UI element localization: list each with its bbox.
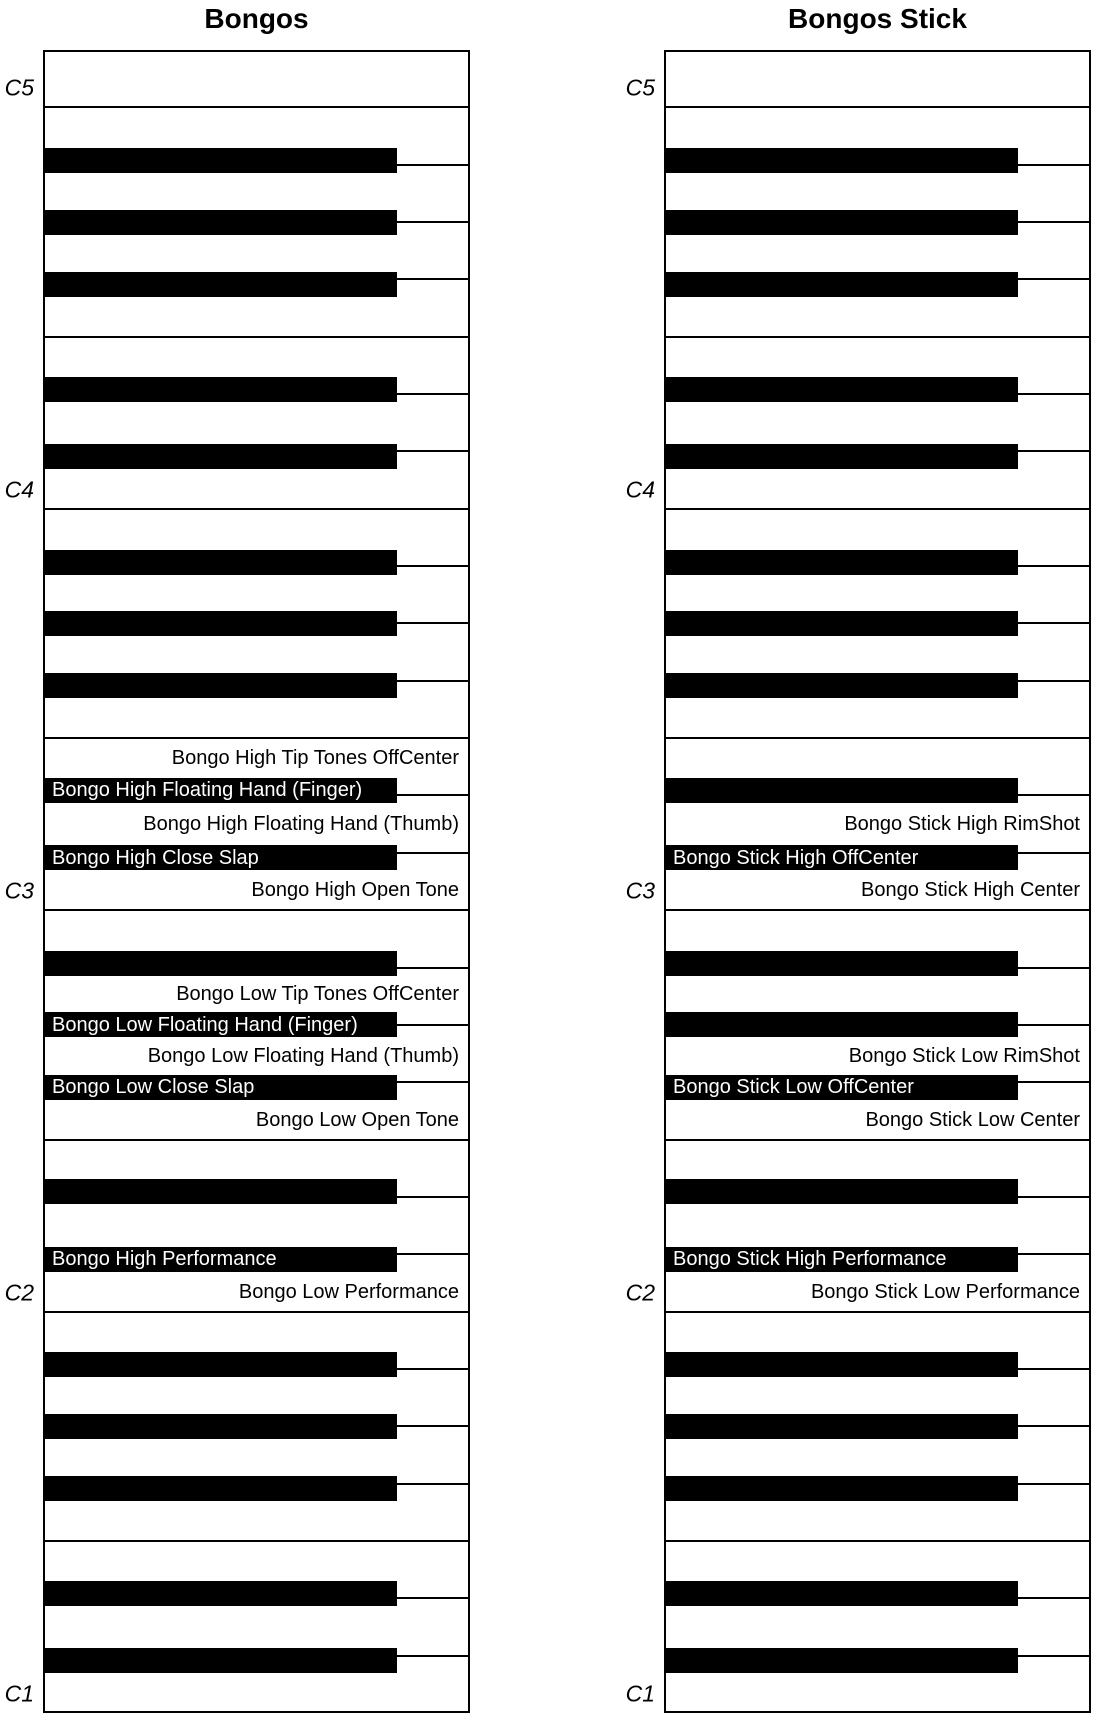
key-label-d3: Bongo Stick High RimShot [844,813,1080,836]
octave-label-bongos-c4: C4 [4,476,34,503]
key-g-sharp-1 [666,1414,1018,1439]
white-key-divider [45,1139,468,1141]
key-f-sharp-3 [45,673,397,698]
octave-label-bongos-c2: C2 [4,1279,34,1306]
white-key-divider [45,1311,468,1313]
key-d-sharp-4 [666,377,1018,402]
key-g-sharp-4 [666,210,1018,235]
octave-label-bongos-stick-c4: C4 [625,476,655,503]
key-label-d3: Bongo High Floating Hand (Thumb) [143,813,459,836]
key-d-sharp-1 [45,1581,397,1606]
keyboard-bongos [43,50,470,1713]
white-key-divider [45,1540,468,1542]
key-label-g-sharp-2: Bongo Low Floating Hand (Finger) [52,1013,358,1036]
white-key-divider [666,1540,1089,1542]
key-f-sharp-2 [666,1075,1018,1100]
keyboard-title-bongos-stick: Bongos Stick [788,3,967,34]
key-label-c-sharp-2: Bongo Stick High Performance [673,1248,947,1271]
white-key-divider [666,106,1089,108]
key-label-a2: Bongo Low Tip Tones OffCenter [176,983,459,1006]
keyboard-title-bongos: Bongos [204,3,309,34]
white-key-divider [666,508,1089,510]
key-label-f-sharp-2: Bongo Stick Low OffCenter [673,1076,914,1099]
key-d-sharp-2 [45,1179,397,1204]
key-label-f2: Bongo Stick Low Center [865,1108,1080,1131]
key-label-d-sharp-3: Bongo High Floating Hand (Finger) [52,779,363,802]
key-a-sharp-4 [45,148,397,173]
key-a-sharp-1 [45,1352,397,1377]
key-label-c3: Bongo Stick High Center [860,879,1080,902]
key-g-sharp-2 [666,1012,1018,1037]
key-label-c-sharp-3: Bongo Stick High OffCenter [673,846,919,869]
key-f-sharp-1 [666,1476,1018,1501]
key-label-f-sharp-2: Bongo Low Close Slap [52,1076,255,1099]
white-key-divider [45,508,468,510]
white-key-divider [666,1139,1089,1141]
key-c-sharp-4 [666,444,1018,469]
octave-label-bongos-c3: C3 [4,877,34,904]
octave-label-bongos-stick-c2: C2 [625,1279,655,1306]
octave-label-bongos-stick-c3: C3 [625,877,655,904]
key-f-sharp-3 [666,673,1018,698]
white-key-divider [666,336,1089,338]
key-f-sharp-4 [45,272,397,297]
key-c-sharp-2 [45,1247,397,1272]
key-c-sharp-3 [666,845,1018,870]
key-f-sharp-4 [666,272,1018,297]
key-a-sharp-2 [666,951,1018,976]
white-key-divider [666,1311,1089,1313]
key-c-sharp-1 [45,1648,397,1673]
key-label-e3: Bongo High Tip Tones OffCenter [171,747,459,770]
octave-label-bongos-c1: C1 [4,1680,34,1707]
key-d-sharp-4 [45,377,397,402]
key-g-sharp-4 [45,210,397,235]
white-key-divider [45,336,468,338]
key-label-c2: Bongo Stick Low Performance [810,1280,1080,1303]
white-key-divider [45,106,468,108]
white-key-divider [666,737,1089,739]
keyboard-bongos-stick [664,50,1091,1713]
key-d-sharp-3 [666,778,1018,803]
key-f-sharp-1 [45,1476,397,1501]
key-label-g2: Bongo Stick Low RimShot [848,1045,1080,1068]
octave-label-bongos-stick-c5: C5 [625,74,655,101]
key-a-sharp-4 [666,148,1018,173]
key-g-sharp-2 [45,1012,397,1037]
key-d-sharp-2 [666,1179,1018,1204]
key-label-g2: Bongo Low Floating Hand (Thumb) [147,1045,459,1068]
key-d-sharp-3 [45,778,397,803]
key-a-sharp-3 [45,550,397,575]
key-g-sharp-1 [45,1414,397,1439]
key-c-sharp-1 [666,1648,1018,1673]
key-label-f2: Bongo Low Open Tone [255,1108,459,1131]
key-label-c3: Bongo High Open Tone [251,879,459,902]
key-g-sharp-3 [45,611,397,636]
key-label-c2: Bongo Low Performance [238,1280,459,1303]
key-c-sharp-3 [45,845,397,870]
key-a-sharp-2 [45,951,397,976]
key-c-sharp-4 [45,444,397,469]
octave-label-bongos-stick-c1: C1 [625,1680,655,1707]
key-a-sharp-1 [666,1352,1018,1377]
key-c-sharp-2 [666,1247,1018,1272]
key-g-sharp-3 [666,611,1018,636]
white-key-divider [45,909,468,911]
white-key-divider [666,909,1089,911]
key-label-c-sharp-2: Bongo High Performance [52,1248,277,1271]
key-f-sharp-2 [45,1075,397,1100]
key-d-sharp-1 [666,1581,1018,1606]
white-key-divider [45,737,468,739]
key-label-c-sharp-3: Bongo High Close Slap [52,846,259,869]
octave-label-bongos-c5: C5 [4,74,34,101]
key-a-sharp-3 [666,550,1018,575]
